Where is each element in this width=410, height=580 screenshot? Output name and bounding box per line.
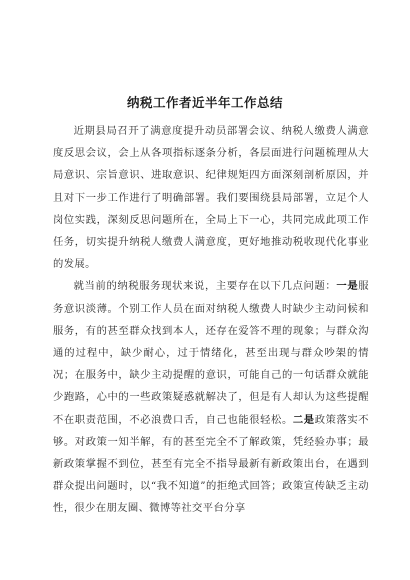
point-two-label: 二是 (292, 413, 315, 426)
document-title: 纳税工作者近半年工作总结 (126, 95, 283, 110)
paragraph-1: 近期县局召开了满意度提升动员部署会议、纳税人缴费人满意度反思会议，会上从各项指标逐条分析，各层面进行问题梳理从大局意识、宗旨意识、进取意识、纪律规矩四方面深刻剖析原因，并且对下一步工作进行了明确部署。我们要围绕县局部署，立足个人岗位实践，深刻反思问题所在，全局上下一心，共同完成此项工作任务，切实提升纳税人缴费人满意度，更好地推动税收现代化事业的发展。 (53, 125, 369, 271)
point-one-text: 服务意识淡薄。个别工作人员在面对纳税人缴费人时缺少主动问候和服务，有的甚至群众找到本人，还存在爱答不理的现象；与群众沟通的过程中，缺少耐心，过于情绪化，甚至出现与群众吵架的情况；在服务中，缺少主动提醒的意识，可能自己的一句话群众就能少跑路，心中的一些政策疑惑就解决了，但是有人却认为这些提醒不在职责范围，不必浪费口舌，自己也能很轻松。 (53, 280, 369, 426)
point-two-text: 政策落实不够。对政策一知半解，有的甚至完全不了解政策，凭经验办事；最新政策掌握不到位，甚至有完全不指导最新有新政策出台，在遇到群众提出问题时，以“我不知道”的拒绝式回答；政策宣传缺乏主动性，很少在朋友圈、微博等社交平台分享 (53, 413, 369, 515)
document-body (53, 120, 369, 520)
point-one-label: 一是 (336, 280, 359, 293)
paragraph-2 (53, 275, 369, 519)
paragraph-2-intro: 就当前的纳税服务现状来说，主要存在以下几点问题： (73, 280, 337, 293)
